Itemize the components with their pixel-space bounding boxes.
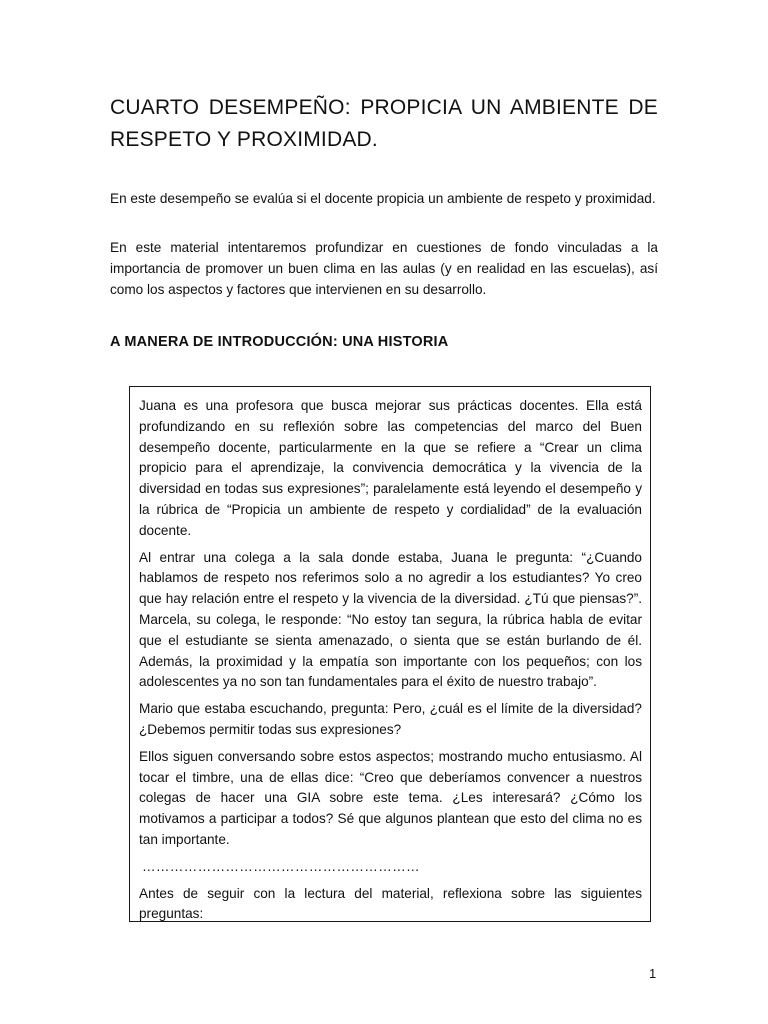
- story-paragraph-1: Juana es una profesora que busca mejorar sus prácticas docentes. Ella está profundizando en su reflexión sobre las competencias del marco del Buen desempeño docente, particularmente en la que se refiere a “Crear un clima propicio para el aprendizaje, la convivencia democrática y la vivencia de la diversidad en todas sus expresiones”; paralelamente está leyendo el desempeño y la rúbrica de “Propicia un ambiente de respeto y cordialidad” de la evaluación docente.: [139, 398, 642, 538]
- story-paragraph-3: Mario que estaba escuchando, pregunta: Pero, ¿cuál es el límite de la diversidad? ¿Debemos permitir todas sus expresiones?: [139, 701, 642, 737]
- story-box: [129, 386, 651, 922]
- document-title: CUARTO DESEMPEÑO: PROPICIA UN AMBIENTE DE RESPETO Y PROXIMIDAD.: [110, 96, 658, 151]
- story-paragraph-5: Antes de seguir con la lectura del material, reflexiona sobre las siguientes preguntas:: [139, 885, 642, 922]
- section-heading: A MANERA DE INTRODUCCIÓN: UNA HISTORIA: [110, 334, 449, 350]
- story-paragraph-4: Ellos siguen conversando sobre estos aspectos; mostrando mucho entusiasmo. Al tocar el timbre, una de ellas dice: “Creo que deberíamos convencer a nuestros colegas de hacer una GIA sobre este tema. ¿Les interesará? ¿Cómo los motivamos a participar a todos? Sé que algunos plantean que esto del clima no es tan importante.: [139, 748, 642, 847]
- story-paragraph-2: Al entrar una colega a la sala donde estaba, Juana le pregunta: “¿Cuando hablamos de respeto nos referimos solo a no agredir a los estudiantes? Yo creo que hay relación entre el respeto y la vivencia de la diversidad. ¿Tú que piensas?”. Marcela, su colega, le responde: “No estoy tan segura, la rúbrica habla de evitar que el estudiante se sienta amenazado, o sienta que se están burlando de él. Además, la proximidad y la empatía son importante con los pequeños; con los adolescentes ya no son tan fundamentales para el éxito de nuestro trabajo”.: [139, 549, 642, 690]
- page-number: 1: [649, 966, 657, 981]
- story-ellipsis-separator: ……………………………………………………: [142, 858, 420, 874]
- intro-paragraph-2: En este material intentaremos profundizar en cuestiones de fondo vinculadas a la importancia de promover un buen clima en las aulas (y en realidad en las escuelas), así como los aspectos y factores que intervienen en su desarrollo.: [110, 240, 658, 297]
- intro-paragraph-1: En este desempeño se evalúa si el docente propicia un ambiente de respeto y proximidad.: [110, 191, 656, 206]
